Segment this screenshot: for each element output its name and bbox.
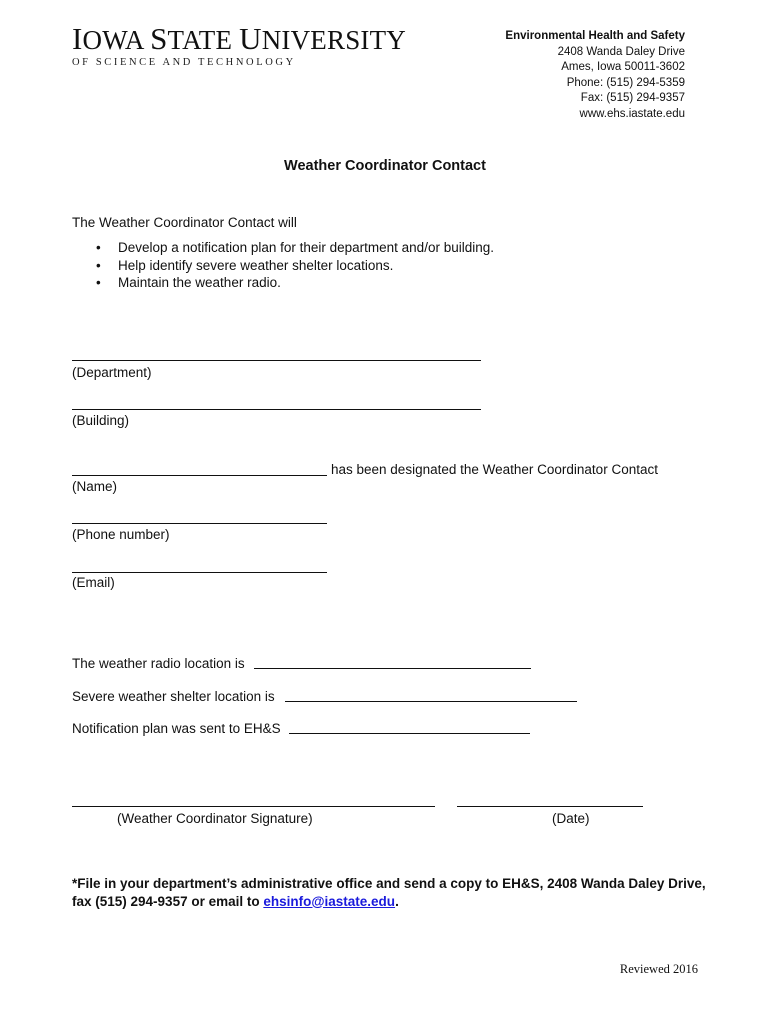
signature-field[interactable] [72, 806, 435, 807]
phone-field[interactable] [72, 523, 327, 524]
org-address: 2408 Wanda Daley Drive [557, 45, 685, 58]
ehs-email-link[interactable]: ehsinfo@iastate.edu [263, 893, 396, 909]
bullet: • [96, 275, 101, 290]
list-item: • Maintain the weather radio. [96, 275, 281, 290]
plan-sent-label: Notification plan was sent to EH&S [72, 721, 281, 736]
phone-label: (Phone number) [72, 527, 170, 542]
email-field[interactable] [72, 572, 327, 573]
name-field[interactable] [72, 475, 327, 476]
document-title: Weather Coordinator Contact [284, 158, 486, 174]
bullet: • [96, 257, 101, 273]
designated-text: has been designated the Weather Coordinator Contact [331, 462, 658, 477]
org-website: www.ehs.iastate.edu [579, 107, 685, 120]
intro-text: The Weather Coordinator Contact will [72, 215, 297, 230]
radio-location-field[interactable] [254, 668, 531, 669]
department-field[interactable] [72, 360, 481, 361]
org-city: Ames, Iowa 50011-3602 [561, 61, 685, 73]
list-item: • Develop a notification plan for their department and/or building. [96, 240, 494, 255]
date-label: (Date) [552, 811, 590, 826]
radio-location-label: The weather radio location is [72, 656, 245, 671]
filing-notice: *File in your department’s administrative office and send a copy to EH&S, 2408 Wanda Daley Drive, fax (515) 294-9357 or email to ehsinfo@iastate.edu. [72, 876, 706, 909]
name-label: (Name) [72, 479, 118, 494]
date-field[interactable] [457, 806, 643, 807]
shelter-location-label: Severe weather shelter location is [72, 689, 275, 704]
org-name: Environmental Health and Safety [505, 30, 685, 42]
department-label: (Department) [72, 365, 152, 380]
org-phone: Phone: (515) 294-5359 [566, 76, 685, 89]
logo-wordmark: IOWA STATE UNIVERSITY [72, 21, 407, 56]
university-logo [72, 21, 407, 68]
logo-tagline: OF SCIENCE AND TECHNOLOGY [72, 57, 296, 68]
org-fax: Fax: (515) 294-9357 [580, 92, 685, 104]
org-contact-block [505, 29, 685, 122]
building-label: (Building) [72, 413, 130, 428]
list-item: • Help identify severe weather shelter locations. [96, 257, 394, 273]
building-field[interactable] [72, 409, 481, 410]
email-label: (Email) [72, 575, 115, 590]
shelter-location-field[interactable] [285, 701, 577, 702]
plan-sent-field[interactable] [289, 733, 530, 734]
bullet: • [96, 240, 101, 255]
signature-label: (Weather Coordinator Signature) [117, 811, 313, 826]
reviewed-date: Reviewed 2016 [619, 962, 698, 976]
duties-list [72, 239, 494, 292]
